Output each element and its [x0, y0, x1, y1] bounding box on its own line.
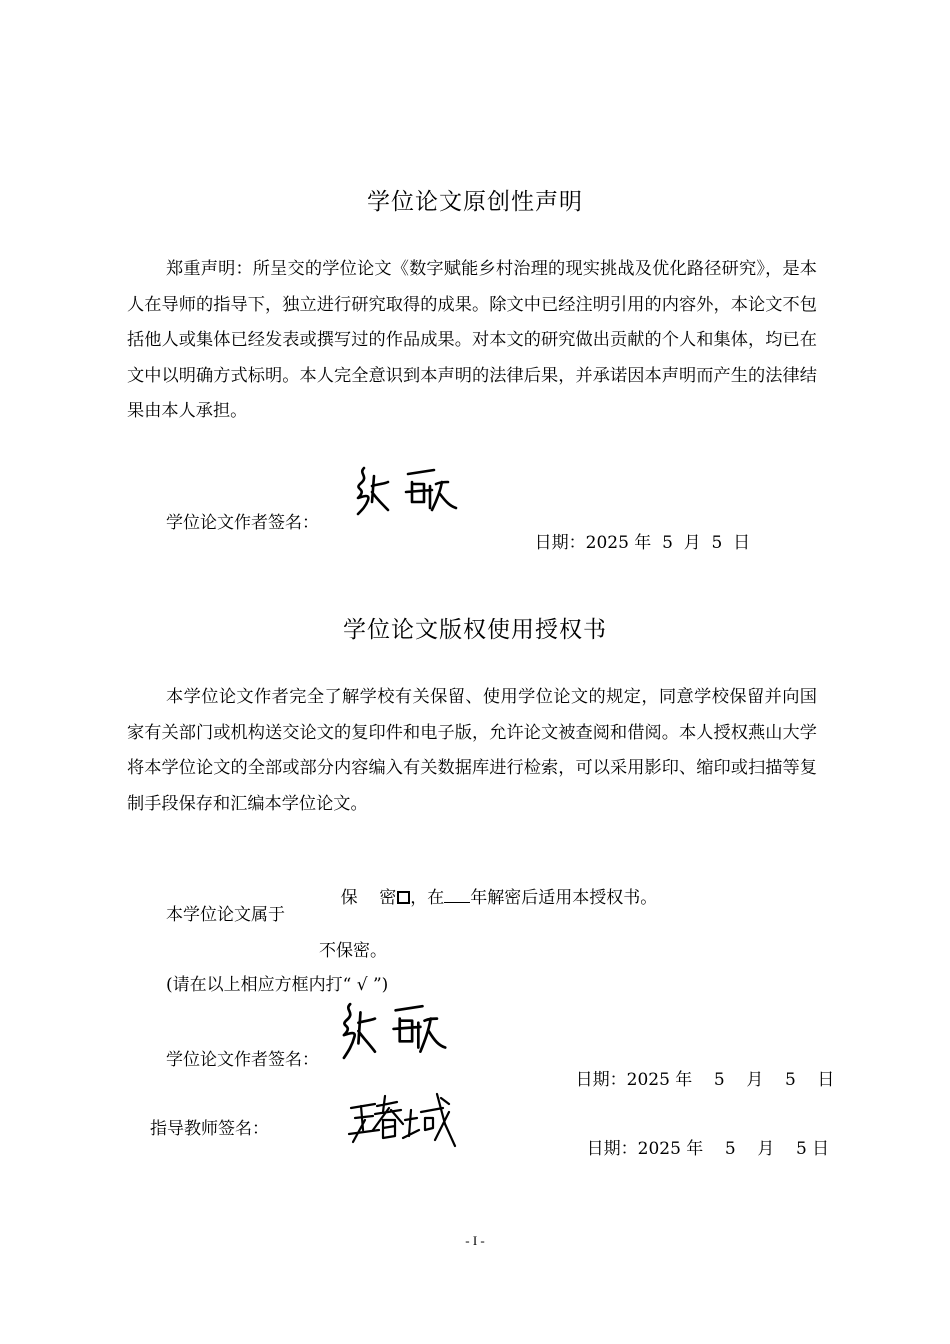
option-secret-suffix: 年解密后适用本授权书。	[470, 888, 658, 908]
author-signature-label: 学位论文作者签名：	[166, 1050, 319, 1070]
option-secret-label: 保 密	[340, 888, 397, 908]
declaration-signature-label: 学位论文作者签名：	[166, 513, 319, 533]
advisor-date-label: 日期：	[586, 1139, 638, 1159]
advisor-date-value: 2025 年 5 月 5 日	[637, 1139, 830, 1159]
author-signature-image	[350, 462, 460, 522]
check-instruction: (请在以上相应方框内打“ √ ”)	[166, 975, 389, 995]
declaration-body: 郑重声明：所呈交的学位论文《数字赋能乡村治理的现实挑战及优化路径研究》，是本人在导师的指导下，独立进行研究取得的成果。除文中已经注明引用的内容外，本论文不包括他人或集体已经发表或撰写过的作品成果。对本文的研究做出贡献的个人和集体，均已在文中以明确方式标明。本人完全意识到本声明的法律后果，并承诺因本声明而产生的法律结果由本人承担。	[127, 259, 817, 421]
authorization-title: 学位论文版权使用授权书	[343, 617, 607, 643]
secret-checkbox[interactable]	[397, 891, 410, 904]
belongs-label: 本学位论文属于	[166, 905, 285, 925]
advisor-date	[565, 1114, 829, 1179]
option-secret	[319, 863, 657, 928]
option-not-secret: 不保密。	[319, 941, 387, 961]
date-label: 日期：	[534, 533, 586, 553]
page-number: - I -	[465, 1233, 485, 1248]
author-date	[554, 1045, 834, 1110]
option-secret-mid: ，在	[410, 888, 445, 908]
advisor-signature-label: 指导教师签名：	[150, 1119, 269, 1139]
author-date-value: 2025 年 5 月 5 日	[626, 1070, 835, 1090]
authorization-body: 本学位论文作者完全了解学校有关保留、使用学位论文的规定，同意学校保留并向国家有关部门或机构送交论文的复印件和电子版，允许论文被查阅和借阅。本人授权燕山大学将本学位论文的全部或部分内容编入有关数据库进行检索，可以采用影印、缩印或扫描等复制手段保存和汇编本学位论文。	[127, 687, 817, 814]
handwritten-signature-icon	[350, 462, 460, 522]
declaration-title: 学位论文原创性声明	[367, 189, 583, 215]
advisor-signature-image	[345, 1090, 463, 1150]
handwritten-signature-icon	[335, 1000, 450, 1062]
decrypt-years-blank[interactable]	[444, 888, 470, 903]
handwritten-signature-icon	[345, 1090, 463, 1150]
author-date-label: 日期：	[575, 1070, 627, 1090]
declaration-date	[513, 508, 750, 573]
author-signature-image-2	[335, 1000, 450, 1062]
date-value: 2025 年 5 月 5 日	[585, 533, 751, 553]
